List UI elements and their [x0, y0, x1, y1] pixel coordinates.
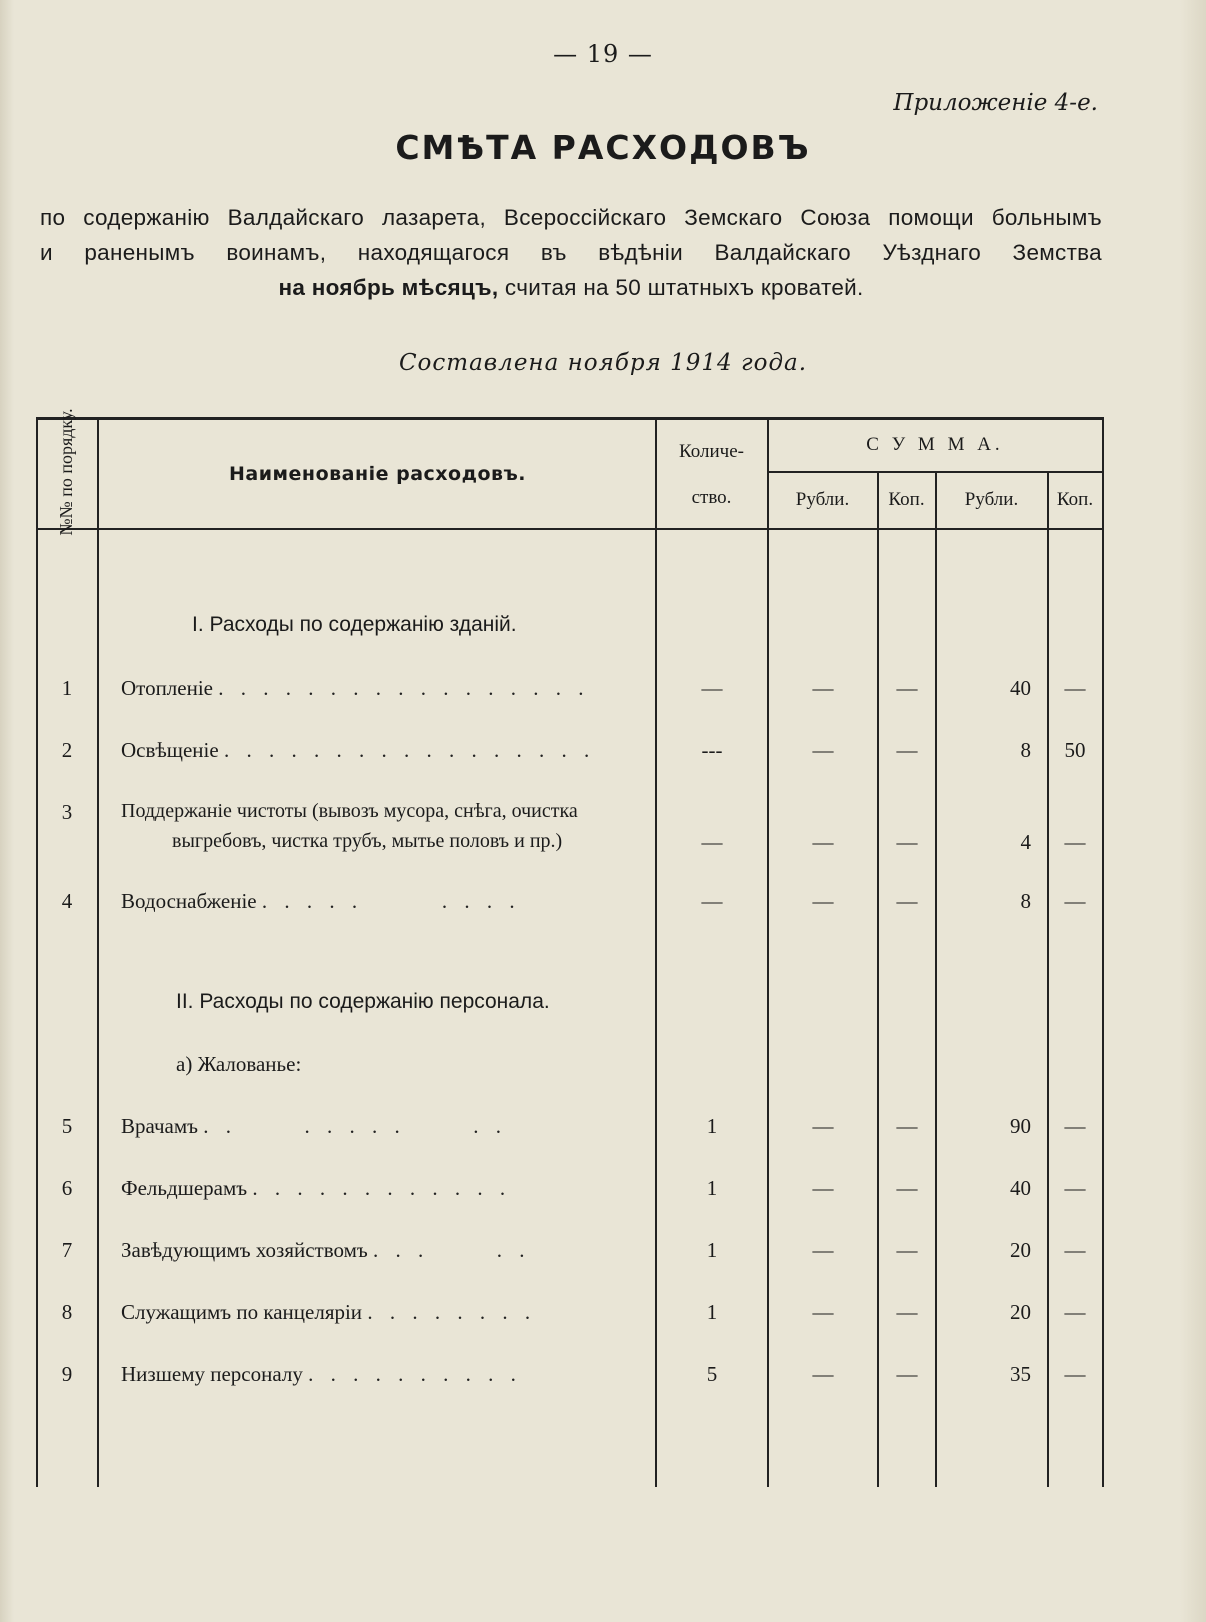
row-rub2: 20 — [1010, 1238, 1031, 1262]
header-qty-1: Количе- — [679, 441, 744, 462]
row-name: Служащимъ по канцеляріи . . . . . . . . — [121, 1300, 537, 1324]
subtitle-beds: считая на 50 штатныхъ кроватей. — [498, 275, 864, 300]
row-rub2: 40 — [1010, 676, 1031, 700]
row-num: 5 — [61, 1114, 73, 1138]
row-num: 8 — [61, 1300, 73, 1324]
section-2-title: II. Расходы по содержанію персонала. — [176, 990, 550, 1013]
row-rub1: — — [812, 676, 834, 700]
row-kop2: — — [1064, 1300, 1086, 1324]
row-rub1: — — [812, 738, 834, 762]
row-kop1: — — [896, 1362, 918, 1386]
row-kop1: — — [896, 1300, 918, 1324]
row-num: 4 — [61, 889, 73, 913]
row-rub1: — — [812, 1362, 834, 1386]
header-name: Наименованіе расходовъ. — [228, 463, 527, 485]
row-qty: --- — [701, 738, 723, 762]
row-kop2: — — [1064, 1362, 1086, 1386]
row-kop2: — — [1064, 830, 1086, 854]
row-num: 1 — [61, 676, 73, 700]
row-rub2: 4 — [1020, 830, 1031, 854]
row-kop1: — — [896, 1238, 918, 1262]
row-name: Низшему персоналу . . . . . . . . . . — [121, 1362, 522, 1386]
subsection-salary: а) Жалованье: — [176, 1052, 302, 1076]
header-qty-2: ство. — [691, 487, 732, 508]
row-num: 3 — [61, 800, 73, 824]
row-kop2: — — [1064, 1114, 1086, 1138]
row-rub2: 8 — [1020, 738, 1031, 762]
row-name-cont: выгребовъ, чистка трубъ, мытье половъ и пр.) — [172, 830, 563, 852]
row-qty: — — [701, 889, 723, 913]
row-kop2: — — [1064, 676, 1086, 700]
header-sum: С У М М А. — [866, 434, 1004, 455]
row-name: Водоснабженіе . . . . . . . . . — [121, 889, 521, 913]
row-name: Освѣщеніе . . . . . . . . . . . . . . . . . — [121, 738, 596, 762]
table-top-border — [36, 417, 1102, 420]
subtitle-line-1: по содержанію Валдайскаго лазарета, Всероссійскаго Земскаго Союза помощи больнымъ — [40, 205, 1102, 230]
subtitle-line-2: и раненымъ воинамъ, находящагося въ вѣдѣніи Валдайскаго Уѣзднаго Земства — [40, 240, 1102, 265]
row-name: Фельдшерамъ . . . . . . . . . . . . — [121, 1176, 512, 1200]
row-num: 9 — [61, 1362, 73, 1386]
row-kop2: 50 — [1064, 738, 1086, 762]
row-rub2: 40 — [1010, 1176, 1031, 1200]
row-name: Отопленіе . . . . . . . . . . . . . . . . . — [121, 676, 590, 700]
header-num: №№ по порядку. — [56, 408, 76, 536]
col-divider-name — [655, 417, 657, 1487]
row-num: 2 — [61, 738, 73, 762]
col-divider-qty — [767, 417, 769, 1487]
row-qty: 5 — [706, 1362, 718, 1386]
row-rub1: — — [812, 1114, 834, 1138]
header-rub2: Рубли. — [964, 489, 1019, 510]
row-kop1: — — [896, 1176, 918, 1200]
row-kop1: — — [896, 676, 918, 700]
row-rub1: — — [812, 889, 834, 913]
row-qty: 1 — [706, 1300, 718, 1324]
col-divider-num — [97, 417, 99, 1487]
row-kop2: — — [1064, 1176, 1086, 1200]
row-qty: 1 — [706, 1238, 718, 1262]
row-rub1: — — [812, 1176, 834, 1200]
header-bottom-border — [36, 528, 1102, 530]
appendix-label: Приложеніе 4-е. — [893, 90, 1098, 116]
row-kop1: — — [896, 830, 918, 854]
row-rub2: 8 — [1020, 889, 1031, 913]
row-rub1: — — [812, 830, 834, 854]
row-num: 6 — [61, 1176, 73, 1200]
row-name: Врачамъ . . . . . . . . . — [121, 1114, 508, 1138]
table-right-border — [1102, 417, 1104, 1487]
col-divider-rub1 — [877, 471, 879, 1487]
col-divider-rub2 — [1047, 471, 1049, 1487]
row-rub2: 20 — [1010, 1300, 1031, 1324]
row-name: Завѣдующимъ хозяйствомъ . . . . . — [121, 1238, 531, 1262]
row-kop2: — — [1064, 1238, 1086, 1262]
row-kop2: — — [1064, 889, 1086, 913]
row-num: 7 — [61, 1238, 73, 1262]
row-kop1: — — [896, 889, 918, 913]
row-qty: 1 — [706, 1176, 718, 1200]
row-rub2: 90 — [1010, 1114, 1031, 1138]
header-kop1: Коп. — [888, 489, 925, 510]
col-divider-kop1 — [935, 471, 937, 1487]
row-qty: 1 — [706, 1114, 718, 1138]
header-rub1: Рубли. — [795, 489, 850, 510]
compiled-date: Составлена ноября 1914 года. — [398, 350, 808, 376]
row-kop1: — — [896, 1114, 918, 1138]
subtitle-line-3 — [40, 270, 1102, 305]
header-kop2: Коп. — [1056, 489, 1094, 510]
row-rub1: — — [812, 1238, 834, 1262]
subtitle-month: на ноябрь мѣсяцъ, — [278, 275, 499, 300]
page-number: — 19 — — [553, 40, 653, 68]
document-title: СМѢТА РАСХОДОВЪ — [395, 128, 811, 167]
row-name: Поддержаніе чистоты (вывозъ мусора, снѣга, очистка — [121, 800, 578, 822]
row-qty: — — [701, 830, 723, 854]
document-subtitle — [40, 200, 1102, 305]
row-rub2: 35 — [1010, 1362, 1031, 1386]
table-left-border — [36, 417, 38, 1487]
section-1-title: I. Расходы по содержанію зданій. — [192, 613, 517, 636]
row-rub1: — — [812, 1300, 834, 1324]
row-qty: — — [701, 676, 723, 700]
row-kop1: — — [896, 738, 918, 762]
